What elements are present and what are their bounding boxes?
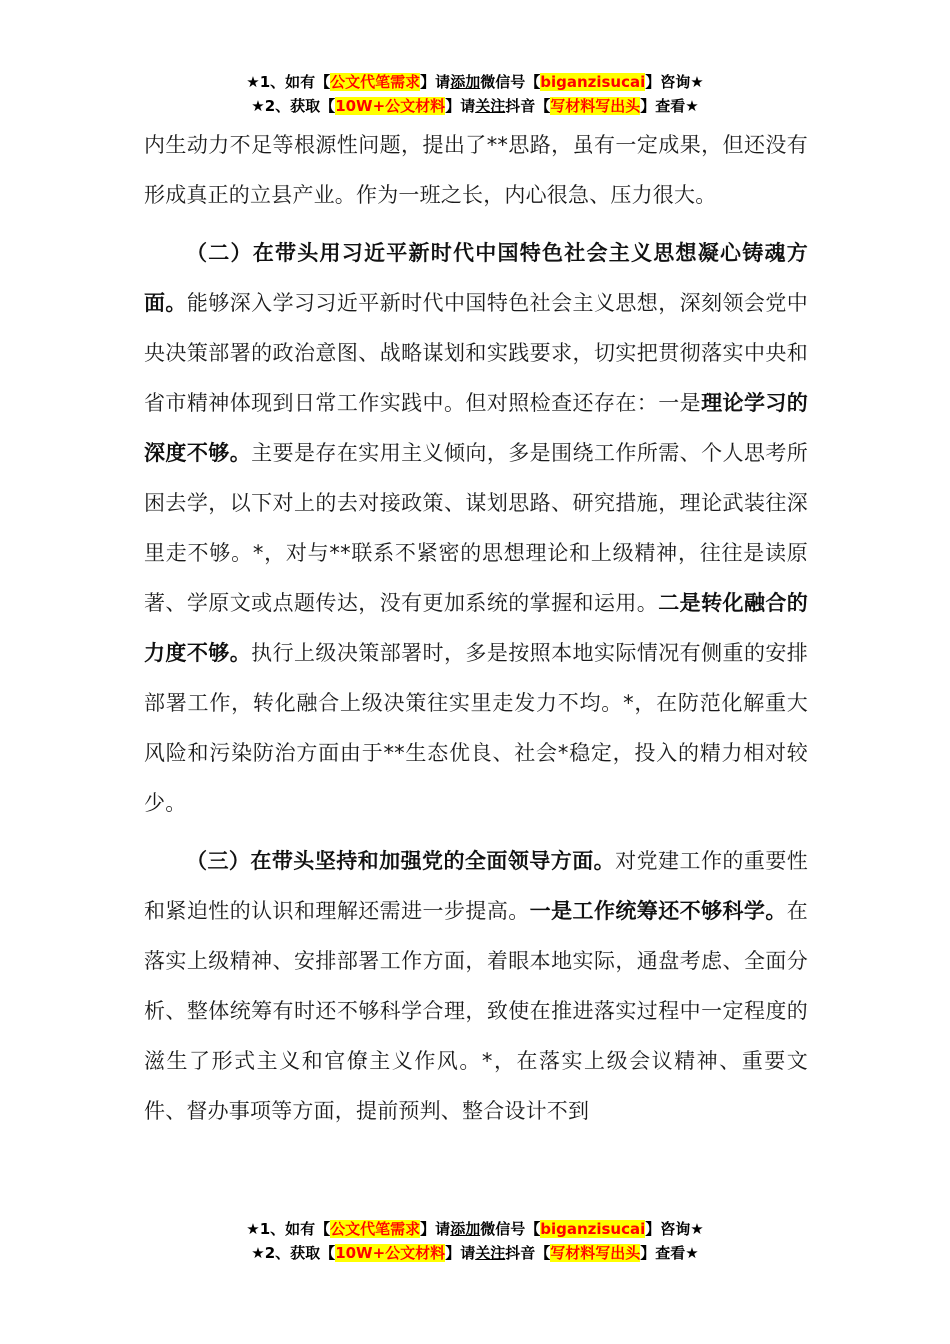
- banner-line-1: [0, 70, 950, 94]
- banner-text: ★2、获取【: [251, 97, 336, 115]
- banner-line-2: [0, 1241, 950, 1265]
- banner-text: 】查看★: [640, 97, 699, 115]
- banner-text: 微信号【: [480, 1220, 541, 1238]
- section-heading: （三）在带头坚持和加强党的全面领导方面。: [186, 849, 616, 873]
- banner-underlined-text: 关注: [475, 1244, 506, 1262]
- highlight-service: 公文代笔需求: [330, 1220, 421, 1238]
- paragraph-text: 执行上级决策部署时，多是按照本地实际情况有侧重的安排部署工作，转化融合上级决策往实里走发力不均。*，在防范化解重大风险和污染防治方面由于**生态优良、社会*稳定，投入的精力相对较少。: [144, 641, 809, 815]
- banner-text: 】请: [420, 1220, 451, 1238]
- banner-line-2: [0, 94, 950, 118]
- paragraph-1: [144, 120, 808, 220]
- bold-point: 理论学习的深度不够。: [144, 391, 808, 465]
- banner-text: ★1、如有【: [246, 73, 331, 91]
- banner-text: 】请: [445, 97, 476, 115]
- banner-text: 】查看★: [640, 1244, 699, 1262]
- footer-banner: [0, 1217, 950, 1265]
- banner-underlined-text: 添加: [450, 1220, 481, 1238]
- banner-text: 抖音【: [505, 97, 551, 115]
- bold-point: 二是转化融合的力度不够。: [144, 591, 808, 665]
- paragraph-text: 内生动力不足等根源性问题，提出了**思路，虽有一定成果，但还没有形成真正的立县产业。作为一班之长，内心很急、压力很大。: [144, 133, 808, 207]
- paragraph-text: 主要是存在实用主义倾向，多是围绕工作所需、个人思考所困去学，以下对上的去对接政策、谋划思路、研究措施，理论武装往深里走不够。*，对与**联系不紧密的思想理论和上级精神，往往是读原著、学原文或点题传达，没有更加系统的掌握和运用。: [144, 441, 809, 615]
- highlight-wechat-id: biganzisucai: [540, 73, 646, 91]
- highlight-wechat-id: biganzisucai: [540, 1220, 646, 1238]
- header-banner: [0, 70, 950, 118]
- banner-text: 微信号【: [480, 73, 541, 91]
- paragraph-3: [144, 836, 808, 1136]
- paragraph-text: 在落实上级精神、安排部署工作方面，着眼本地实际，通盘考虑、全面分析、整体统筹有时还不够科学合理，致使在推进落实过程中一定程度的滋生了形式主义和官僚主义作风。*，在落实上级会议精神、重要文件、督办事项等方面，提前预判、整合设计不到: [144, 899, 808, 1123]
- banner-text: ★1、如有【: [246, 1220, 331, 1238]
- document-body: [144, 120, 808, 1136]
- paragraph-text: 对党建工作的重要性和紧迫性的认识和理解还需进一步提高。: [144, 849, 808, 923]
- banner-text: 】请: [445, 1244, 476, 1262]
- banner-underlined-text: 添加: [450, 73, 481, 91]
- highlight-materials: 10W+公文材料: [335, 97, 446, 115]
- bold-point: 一是工作统筹还不够科学。: [529, 899, 787, 923]
- paragraph-2: [144, 228, 808, 828]
- banner-text: 】咨询★: [645, 1220, 704, 1238]
- section-heading: （二）在带头用习近平新时代中国特色社会主义思想凝心铸魂方面。: [144, 241, 808, 315]
- banner-text: 抖音【: [505, 1244, 551, 1262]
- highlight-materials: 10W+公文材料: [335, 1244, 446, 1262]
- paragraph-text: 能够深入学习习近平新时代中国特色社会主义思想，深刻领会党中央决策部署的政治意图、战略谋划和实践要求，切实把贯彻落实中央和省市精神体现到日常工作实践中。但对照检查还存在：一是: [144, 291, 808, 415]
- highlight-service: 公文代笔需求: [330, 73, 421, 91]
- banner-text: 】请: [420, 73, 451, 91]
- banner-line-1: [0, 1217, 950, 1241]
- highlight-douyin: 写材料写出头: [550, 1244, 641, 1262]
- banner-underlined-text: 关注: [475, 97, 506, 115]
- banner-text: ★2、获取【: [251, 1244, 336, 1262]
- banner-text: 】咨询★: [645, 73, 704, 91]
- highlight-douyin: 写材料写出头: [550, 97, 641, 115]
